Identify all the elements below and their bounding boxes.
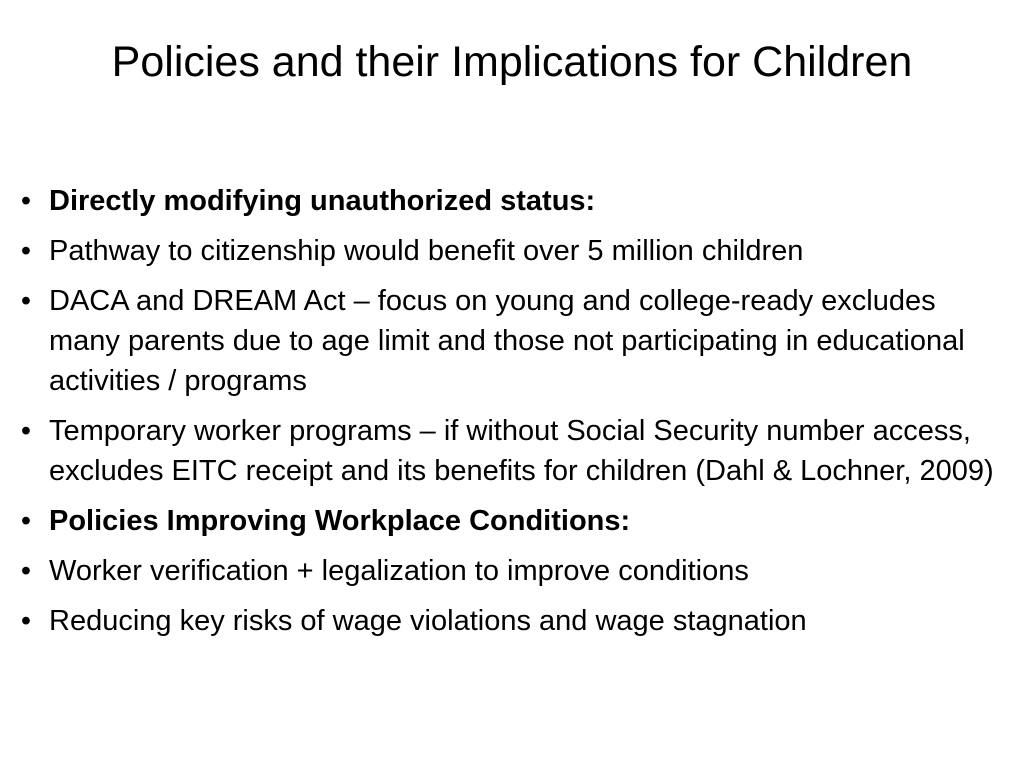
bullet-list [14, 181, 1004, 651]
bullet-item [14, 551, 1004, 591]
bullet-text: Pathway to citizenship would benefit over 5 million children [49, 235, 804, 267]
bullet-dot-icon: • [20, 285, 32, 317]
bullet-heading-status: Directly modifying unauthorized status: [49, 185, 596, 217]
bullet-dot-icon: • [20, 415, 32, 447]
bullet-item [14, 601, 1004, 641]
bullet-text: Worker verification + legalization to improve conditions [49, 555, 749, 587]
bullet-dot-icon: • [20, 185, 32, 217]
bullet-item [14, 181, 1004, 221]
bullet-text: Temporary worker programs – if without Social Security number access, excludes EITC receipt and its benefits for children (Dahl & Lochner, 2009) [49, 415, 994, 487]
bullet-text: Reducing key risks of wage violations and wage stagnation [49, 605, 807, 637]
bullet-item [14, 231, 1004, 271]
bullet-heading-workplace: Policies Improving Workplace Conditions: [49, 505, 631, 537]
bullet-item [14, 501, 1004, 541]
bullet-item [14, 281, 1004, 401]
bullet-dot-icon: • [20, 605, 32, 637]
slide-title: Policies and their Implications for Children [111, 38, 913, 86]
bullet-dot-icon: • [20, 555, 32, 587]
bullet-dot-icon: • [20, 505, 32, 537]
bullet-dot-icon: • [20, 235, 32, 267]
bullet-item [14, 411, 1004, 491]
bullet-text: DACA and DREAM Act – focus on young and college-ready excludes many parents due to age limit and those not participating in educational activities / programs [49, 285, 965, 397]
